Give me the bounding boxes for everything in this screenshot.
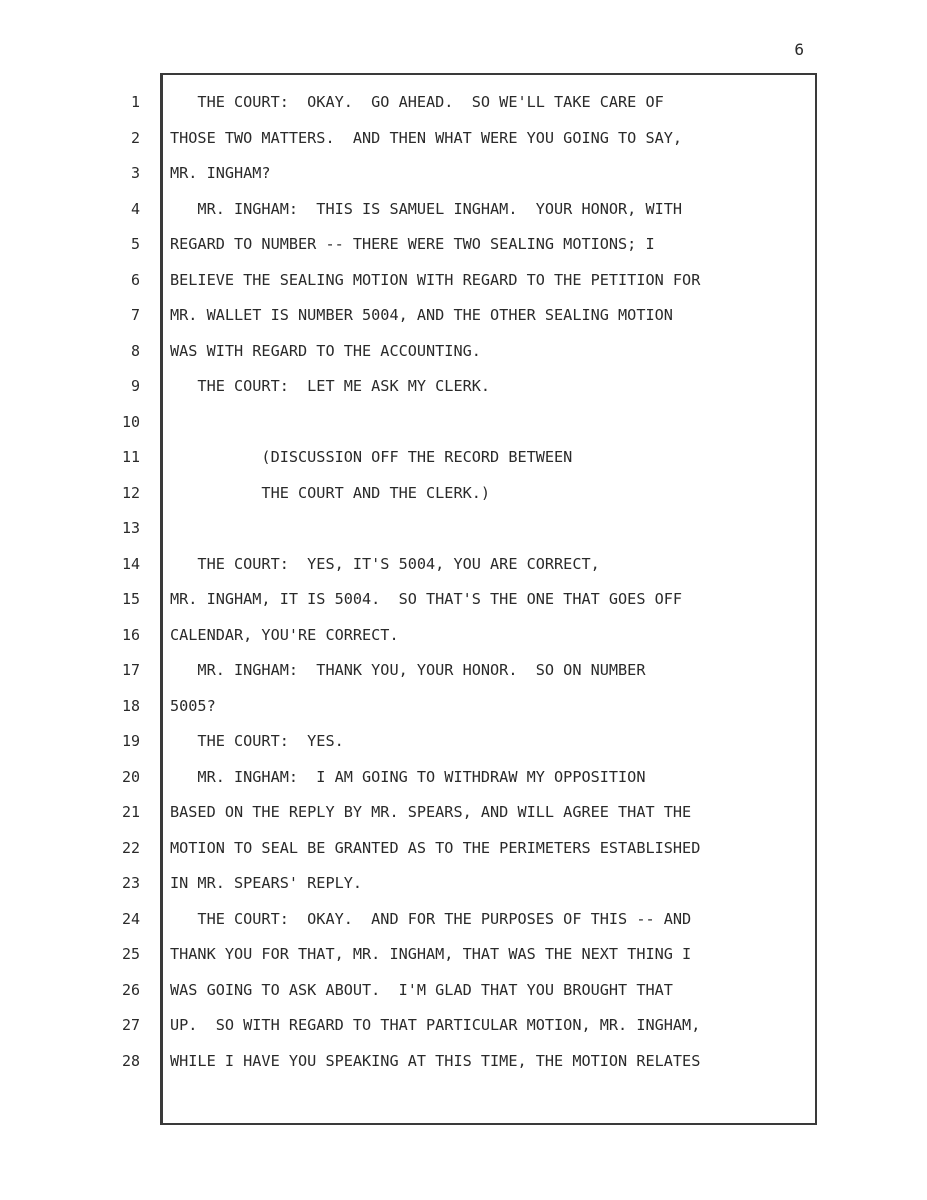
- transcript-line: UP. SO WITH REGARD TO THAT PARTICULAR MOTION, MR. INGHAM,: [170, 1016, 701, 1034]
- line-number: 19: [121, 732, 140, 750]
- transcript-line: MR. WALLET IS NUMBER 5004, AND THE OTHER SEALING MOTION: [170, 306, 673, 324]
- line-number: 17: [121, 661, 140, 679]
- transcript-line: MOTION TO SEAL BE GRANTED AS TO THE PERIMETERS ESTABLISHED: [170, 838, 701, 857]
- transcript-line: BELIEVE THE SEALING MOTION WITH REGARD TO THE PETITION FOR: [170, 270, 701, 289]
- line-number: 18: [121, 696, 140, 715]
- line-number: 11: [121, 448, 140, 466]
- transcript-line: THOSE TWO MATTERS. AND THEN WHAT WERE YOU GOING TO SAY,: [170, 128, 683, 147]
- line-number: 12: [121, 483, 140, 502]
- line-number: 13: [121, 519, 140, 537]
- transcript-line: THE COURT: YES.: [170, 732, 344, 750]
- line-number: 14: [121, 554, 140, 573]
- transcript-line: [170, 410, 810, 446]
- line-number: 9: [130, 377, 140, 395]
- line-number: 20: [121, 767, 140, 786]
- transcript-line: WAS WITH REGARD TO THE ACCOUNTING.: [170, 341, 481, 360]
- transcript-line: 5005?: [170, 696, 216, 715]
- line-number: 16: [121, 625, 140, 644]
- line-number: 10: [121, 412, 140, 431]
- transcript-line: MR. INGHAM: I AM GOING TO WITHDRAW MY OPPOSITION: [170, 767, 646, 786]
- line-number: 24: [121, 909, 140, 928]
- transcript-line: MR. INGHAM: THIS IS SAMUEL INGHAM. YOUR HONOR, WITH: [170, 199, 683, 218]
- transcript-line: CALENDAR, YOU'RE CORRECT.: [170, 625, 399, 644]
- page-number: 6: [794, 40, 804, 59]
- line-number: 1: [130, 93, 140, 111]
- transcript-line: THE COURT AND THE CLERK.): [170, 483, 491, 502]
- transcript-line: WHILE I HAVE YOU SPEAKING AT THIS TIME, THE MOTION RELATES: [170, 1051, 701, 1070]
- line-number: 2: [130, 128, 140, 147]
- transcript-body: [170, 90, 810, 1084]
- transcript-line: THE COURT: LET ME ASK MY CLERK.: [170, 377, 491, 395]
- line-number: 26: [121, 980, 140, 999]
- line-number: 8: [130, 341, 140, 360]
- transcript-line: MR. INGHAM, IT IS 5004. SO THAT'S THE ONE THAT GOES OFF: [170, 590, 683, 608]
- transcript-line: BASED ON THE REPLY BY MR. SPEARS, AND WILL AGREE THAT THE: [170, 803, 692, 821]
- line-number: 5: [130, 235, 140, 253]
- transcript-line: REGARD TO NUMBER -- THERE WERE TWO SEALING MOTIONS; I: [170, 235, 655, 253]
- line-number: 6: [130, 270, 140, 289]
- line-number: 25: [121, 945, 140, 963]
- line-number: 28: [121, 1051, 140, 1070]
- transcript-line: THANK YOU FOR THAT, MR. INGHAM, THAT WAS THE NEXT THING I: [170, 945, 692, 963]
- transcript-line: [170, 516, 810, 552]
- transcript-line: WAS GOING TO ASK ABOUT. I'M GLAD THAT YOU BROUGHT THAT: [170, 980, 673, 999]
- transcript-line: THE COURT: YES, IT'S 5004, YOU ARE CORRECT,: [170, 554, 600, 573]
- transcript-line: (DISCUSSION OFF THE RECORD BETWEEN: [170, 448, 573, 466]
- line-number: 3: [130, 164, 140, 182]
- transcript-line: THE COURT: OKAY. GO AHEAD. SO WE'LL TAKE CARE OF: [170, 93, 664, 111]
- transcript-line: THE COURT: OKAY. AND FOR THE PURPOSES OF THIS -- AND: [170, 909, 692, 928]
- line-number: 27: [121, 1016, 140, 1034]
- line-number: 7: [130, 306, 140, 324]
- transcript-line: MR. INGHAM: THANK YOU, YOUR HONOR. SO ON NUMBER: [170, 661, 646, 679]
- transcript-line: IN MR. SPEARS' REPLY.: [170, 874, 363, 892]
- line-number: 15: [121, 590, 140, 608]
- line-number: 21: [121, 803, 140, 821]
- transcript-line: MR. INGHAM?: [170, 164, 271, 182]
- line-number: 4: [130, 199, 140, 218]
- line-number: 23: [121, 874, 140, 892]
- line-number-column: [108, 90, 140, 1084]
- line-number: 22: [121, 838, 140, 857]
